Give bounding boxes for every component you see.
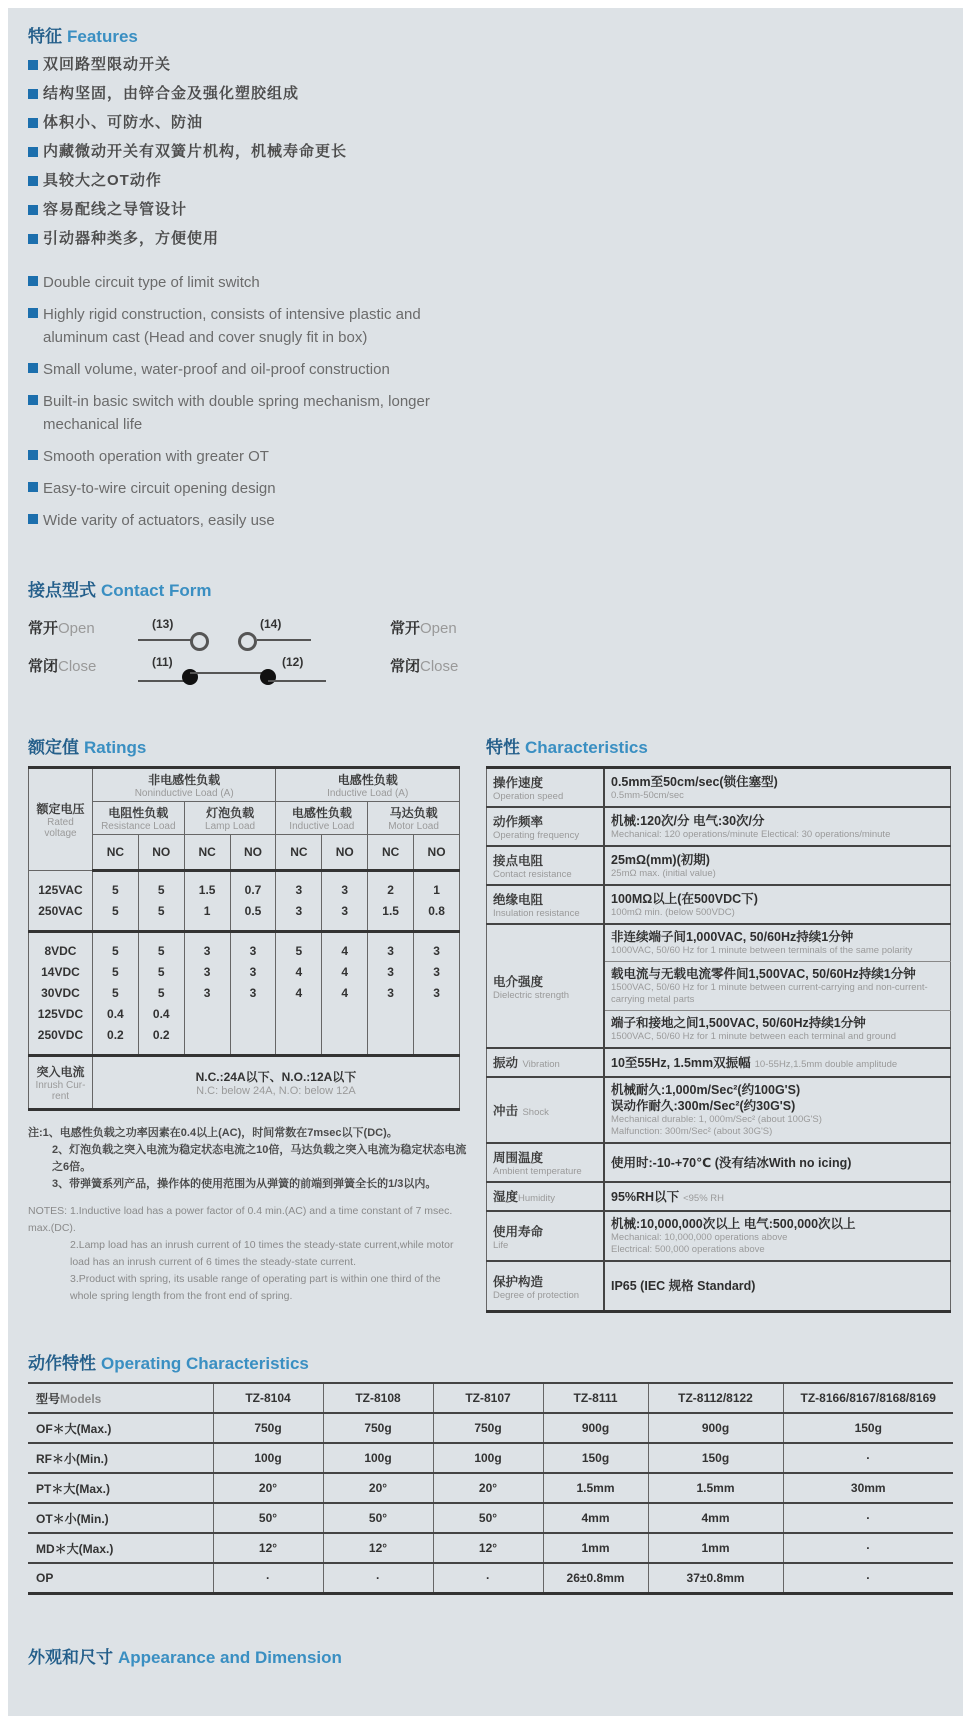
- ratings-group-vac: 125VAC 250VAC 5 5 5 5 1.5 1 0.7 0.5 3 3 3 3 2 1.5 1 0.8: [29, 871, 460, 932]
- contact-form-section: [28, 576, 951, 693]
- bullet-square-icon: [28, 60, 38, 70]
- contact-row-close: 常闭Close (11) (12) 常闭Close: [28, 655, 951, 693]
- row-vibration: 振动 Vibration 10至55Hz, 1.5mm双振幅 10-55Hz,1.5mm double amplitude: [487, 1048, 951, 1077]
- row-degree-of-protection: 保护构造 Degree of protection IP65 (IEC 规格 Standard): [487, 1261, 951, 1312]
- feature-item: 引动器种类多，方便使用: [28, 229, 478, 249]
- contact-row-open: 常开Open (13) (14) 常开Open: [28, 617, 951, 655]
- bullet-square-icon: [28, 514, 38, 524]
- models-header-row: 型号Models TZ-8104 TZ-8108 TZ-8107 TZ-8111 TZ-8112/8122 TZ-8166/8167/8168/8169: [28, 1383, 953, 1413]
- bullet-square-icon: [28, 147, 38, 157]
- ratings-title: 额定值 Ratings: [28, 738, 147, 757]
- ratings-notes: 注:1、电感性负载之功率因素在0.4以上(AC)，时间常数在7msec以下(DC)。 2、灯泡负载之突入电流为稳定状态电流之10倍，马达负载之突入电流为稳定状态电流之6倍。 3、带弹簧系列产品，操作体的使用范围为从弹簧的前端到弹簧全长的1/3以内。 NOTES: 1.Inductive load has a power factor of 0.4 min.(AC) and a time constant of 7 msec. max.(DC). 2.Lamp load has an inrush current of 10 times the steady-state current,while motor load has an inrush current of 6 times the steady-state current. 3.Product with spring, its usable range of operating part is within one third of the whole spring length from the front end of spring.: [28, 1127, 467, 1302]
- bullet-square-icon: [28, 450, 38, 460]
- features-list-zh: [28, 55, 478, 249]
- row-operating-frequency: 动作频率 Operating frequency 机械:120次/分 电气:30次/分 Mechanical: 120 operations/minute Electical: 30 operations/minute: [487, 807, 951, 846]
- bullet-square-icon: [28, 363, 38, 373]
- feature-item: Highly rigid construction, consists of intensive plastic and aluminum cast (Head and cover snugly fit in box): [28, 303, 478, 349]
- close-contact-symbol-icon: (11) (12): [120, 655, 390, 691]
- operating-characteristics-title: 动作特性 Operating Characteristics: [28, 1354, 309, 1373]
- row-life: 使用寿命 Life 机械:10,000,000次以上 电气:500,000次以上 Mechanical: 10,000,000 operations above Electrical: 500,000 operations above: [487, 1211, 951, 1261]
- bullet-square-icon: [28, 395, 38, 405]
- row-contact-resistance: 接点电阻 Contact resistance 25mΩ(mm)(初期) 25mΩ max. (initial value): [487, 846, 951, 885]
- ratings-table: 额定电压 Rated voltage 非电感性负载 Noninductive Load (A) 电感性负载 Inductive Load (A) 电阻性负载 Resistance Load 灯泡负载 Lamp Load 电感性负载 Inductive Load 马达负载 Motor Load NC NO NC NO NC NO NC NO 125VAC 250VAC 5 5 5 5 1.5 1 0.7 0.5 3 3 3 3 2 1.5 1 0.8 8VDC 14VDC 30VDC 125VDC 250VDC 5 5 5 0.4 0.2 5 5 5 0.4 0.2 3 3 3 3 3 3 5 4 4 4 4 4 3 3 3 3 3 3 突入电流 Inrush Cur- rent N.C.:24A以下、N.O.:12A以下 N.C: below 24A, N.O: below 12A: [28, 766, 460, 1111]
- row-insulation-resistance: 绝缘电阻 Insulation resistance 100MΩ以上(在500VDC下) 100mΩ min. (below 500VDC): [487, 885, 951, 924]
- bullet-square-icon: [28, 234, 38, 244]
- appearance-dimension-title: 外观和尺寸 Appearance and Dimension: [28, 1648, 342, 1667]
- features-list-en: [28, 271, 478, 532]
- characteristics-title: 特性 Characteristics: [486, 738, 648, 757]
- inrush-current-row: 突入电流 Inrush Cur- rent N.C.:24A以下、N.O.:12A以下 N.C: below 24A, N.O: below 12A: [29, 1056, 460, 1110]
- row-ambient-temperature: 周围温度 Ambient temperature 使用时:-10-+70℃ (没有结冰With no icing): [487, 1143, 951, 1182]
- row-operation-speed: 操作速度 Operation speed 0.5mm至50cm/sec(锁住塞型) 0.5mm-50cm/sec: [487, 768, 951, 808]
- open-contact-symbol-icon: (13) (14): [120, 617, 390, 653]
- characteristics-section: [486, 733, 951, 1313]
- operating-characteristics-section: [28, 1349, 951, 1595]
- feature-item: 内藏微动开关有双簧片机构，机械寿命更长: [28, 142, 478, 162]
- ratings-group-vdc: 8VDC 14VDC 30VDC 125VDC 250VDC 5 5 5 0.4 0.2 5 5 5 0.4 0.2 3 3 3 3 3 3 5 4 4 4 4 4 3 3 3 3 3 3: [29, 932, 460, 1056]
- datasheet-page: [8, 8, 963, 1716]
- feature-item: Wide varity of actuators, easily use: [28, 509, 478, 532]
- contact-diagram: [28, 617, 951, 693]
- table-row: OP · · · 26±0.8mm 37±0.8mm ·: [28, 1563, 953, 1594]
- feature-item: Smooth operation with greater OT: [28, 445, 478, 468]
- feature-item: 结构坚固，由锌合金及强化塑胶组成: [28, 84, 478, 104]
- feature-item: 容易配线之导管设计: [28, 200, 478, 220]
- feature-item: 体积小、可防水、防油: [28, 113, 478, 133]
- row-humidity: 湿度Humidity 95%RH以下 <95% RH: [487, 1182, 951, 1211]
- bullet-square-icon: [28, 482, 38, 492]
- feature-item: Double circuit type of limit switch: [28, 271, 478, 294]
- row-shock: 冲击 Shock 机械耐久:1,000m/Sec²(约100G'S) 误动作耐久:300m/Sec²(约30G'S) Mechanical durable: 1, 000m/Sec² (about 100G'S) Malfunction: 300m/Sec² (about 30G'S): [487, 1077, 951, 1143]
- feature-item: Small volume, water-proof and oil-proof construction: [28, 358, 478, 381]
- feature-item: 具较大之OT动作: [28, 171, 478, 191]
- bullet-square-icon: [28, 276, 38, 286]
- bullet-square-icon: [28, 118, 38, 128]
- features-section: [28, 22, 951, 532]
- ratings-section: [28, 733, 467, 1313]
- row-dielectric-strength: 电介强度 Dielectric strength 非连续端子间1,000VAC, 50/60Hz持续1分钟 1000VAC, 50/60 Hz for 1 minute between terminals of the same polarity: [487, 924, 951, 962]
- table-row: OT＊小(Min.) 50° 50° 50° 4mm 4mm ·: [28, 1503, 953, 1533]
- features-title: 特征 Features: [28, 27, 138, 46]
- table-row: PT＊大(Max.) 20° 20° 20° 1.5mm 1.5mm 30mm: [28, 1473, 953, 1503]
- contact-form-title: 接点型式 Contact Form: [28, 581, 212, 600]
- bullet-square-icon: [28, 308, 38, 318]
- bullet-square-icon: [28, 89, 38, 99]
- feature-item: Built-in basic switch with double spring mechanism, longer mechanical life: [28, 390, 478, 436]
- bullet-square-icon: [28, 176, 38, 186]
- table-row: MD＊大(Max.) 12° 12° 12° 1mm 1mm ·: [28, 1533, 953, 1563]
- feature-item: 双回路型限动开关: [28, 55, 478, 75]
- bullet-square-icon: [28, 205, 38, 215]
- operating-characteristics-table: [28, 1382, 953, 1595]
- characteristics-table: 操作速度 Operation speed 0.5mm至50cm/sec(锁住塞型) 0.5mm-50cm/sec 动作频率 Operating frequency 机械:120次/分 电气:30次/分 Mechanical: 120 operations/minute Electical: 30 operations/minute 接点电阻 Contact resistance 25mΩ(mm)(初期) 25mΩ max. (initial value) 绝缘电阻 Insulation resistance 100MΩ以上(在500VDC下) 100mΩ min. (below 500VDC) 电介强度 Dielectric strength 非连续端子间1,000VAC, 50/60Hz持续1分钟 1000VAC, 50/60 Hz for 1 minute between terminals of the same polarity 载电流与无载电流零件间1,500VAC, 50/60Hz持续1分钟 1500VAC, 50/60 Hz for 1 minute between current-carrying and non-current-carrying metal parts 端子和接地之间1,500VAC, 50/60Hz持续1分钟 1500VAC, 50/60 Hz for 1 minute between each terminal and ground 振动 Vibration 10至55Hz, 1.5mm双振幅 10-55Hz,1.5mm double amplitude 冲击 Shock 机械耐久:1,000m/Sec²(约100G'S) 误动作耐久:300m/Sec²(约30G'S) Mechanical durable: 1, 000m/Sec² (about 100G'S) Malfunction: 300m/Sec² (about 30G'S) 周围温度 Ambient temperature 使用时:-10-+70℃ (没有结冰With no icing) 湿度Humidity 95%RH以下 <95% RH 使用寿命 Life 机械:10,000,000次以上 电气:500,000次以上 Mechanical: 10,000,000 operations above Electrical: 500,000 operations above 保护构造 Degree of protection IP65 (IEC 规格 Standard): [486, 766, 951, 1313]
- table-row: RF＊小(Min.) 100g 100g 100g 150g 150g ·: [28, 1443, 953, 1473]
- feature-item: Easy-to-wire circuit opening design: [28, 477, 478, 500]
- table-row: OF＊大(Max.) 750g 750g 750g 900g 900g 150g: [28, 1413, 953, 1443]
